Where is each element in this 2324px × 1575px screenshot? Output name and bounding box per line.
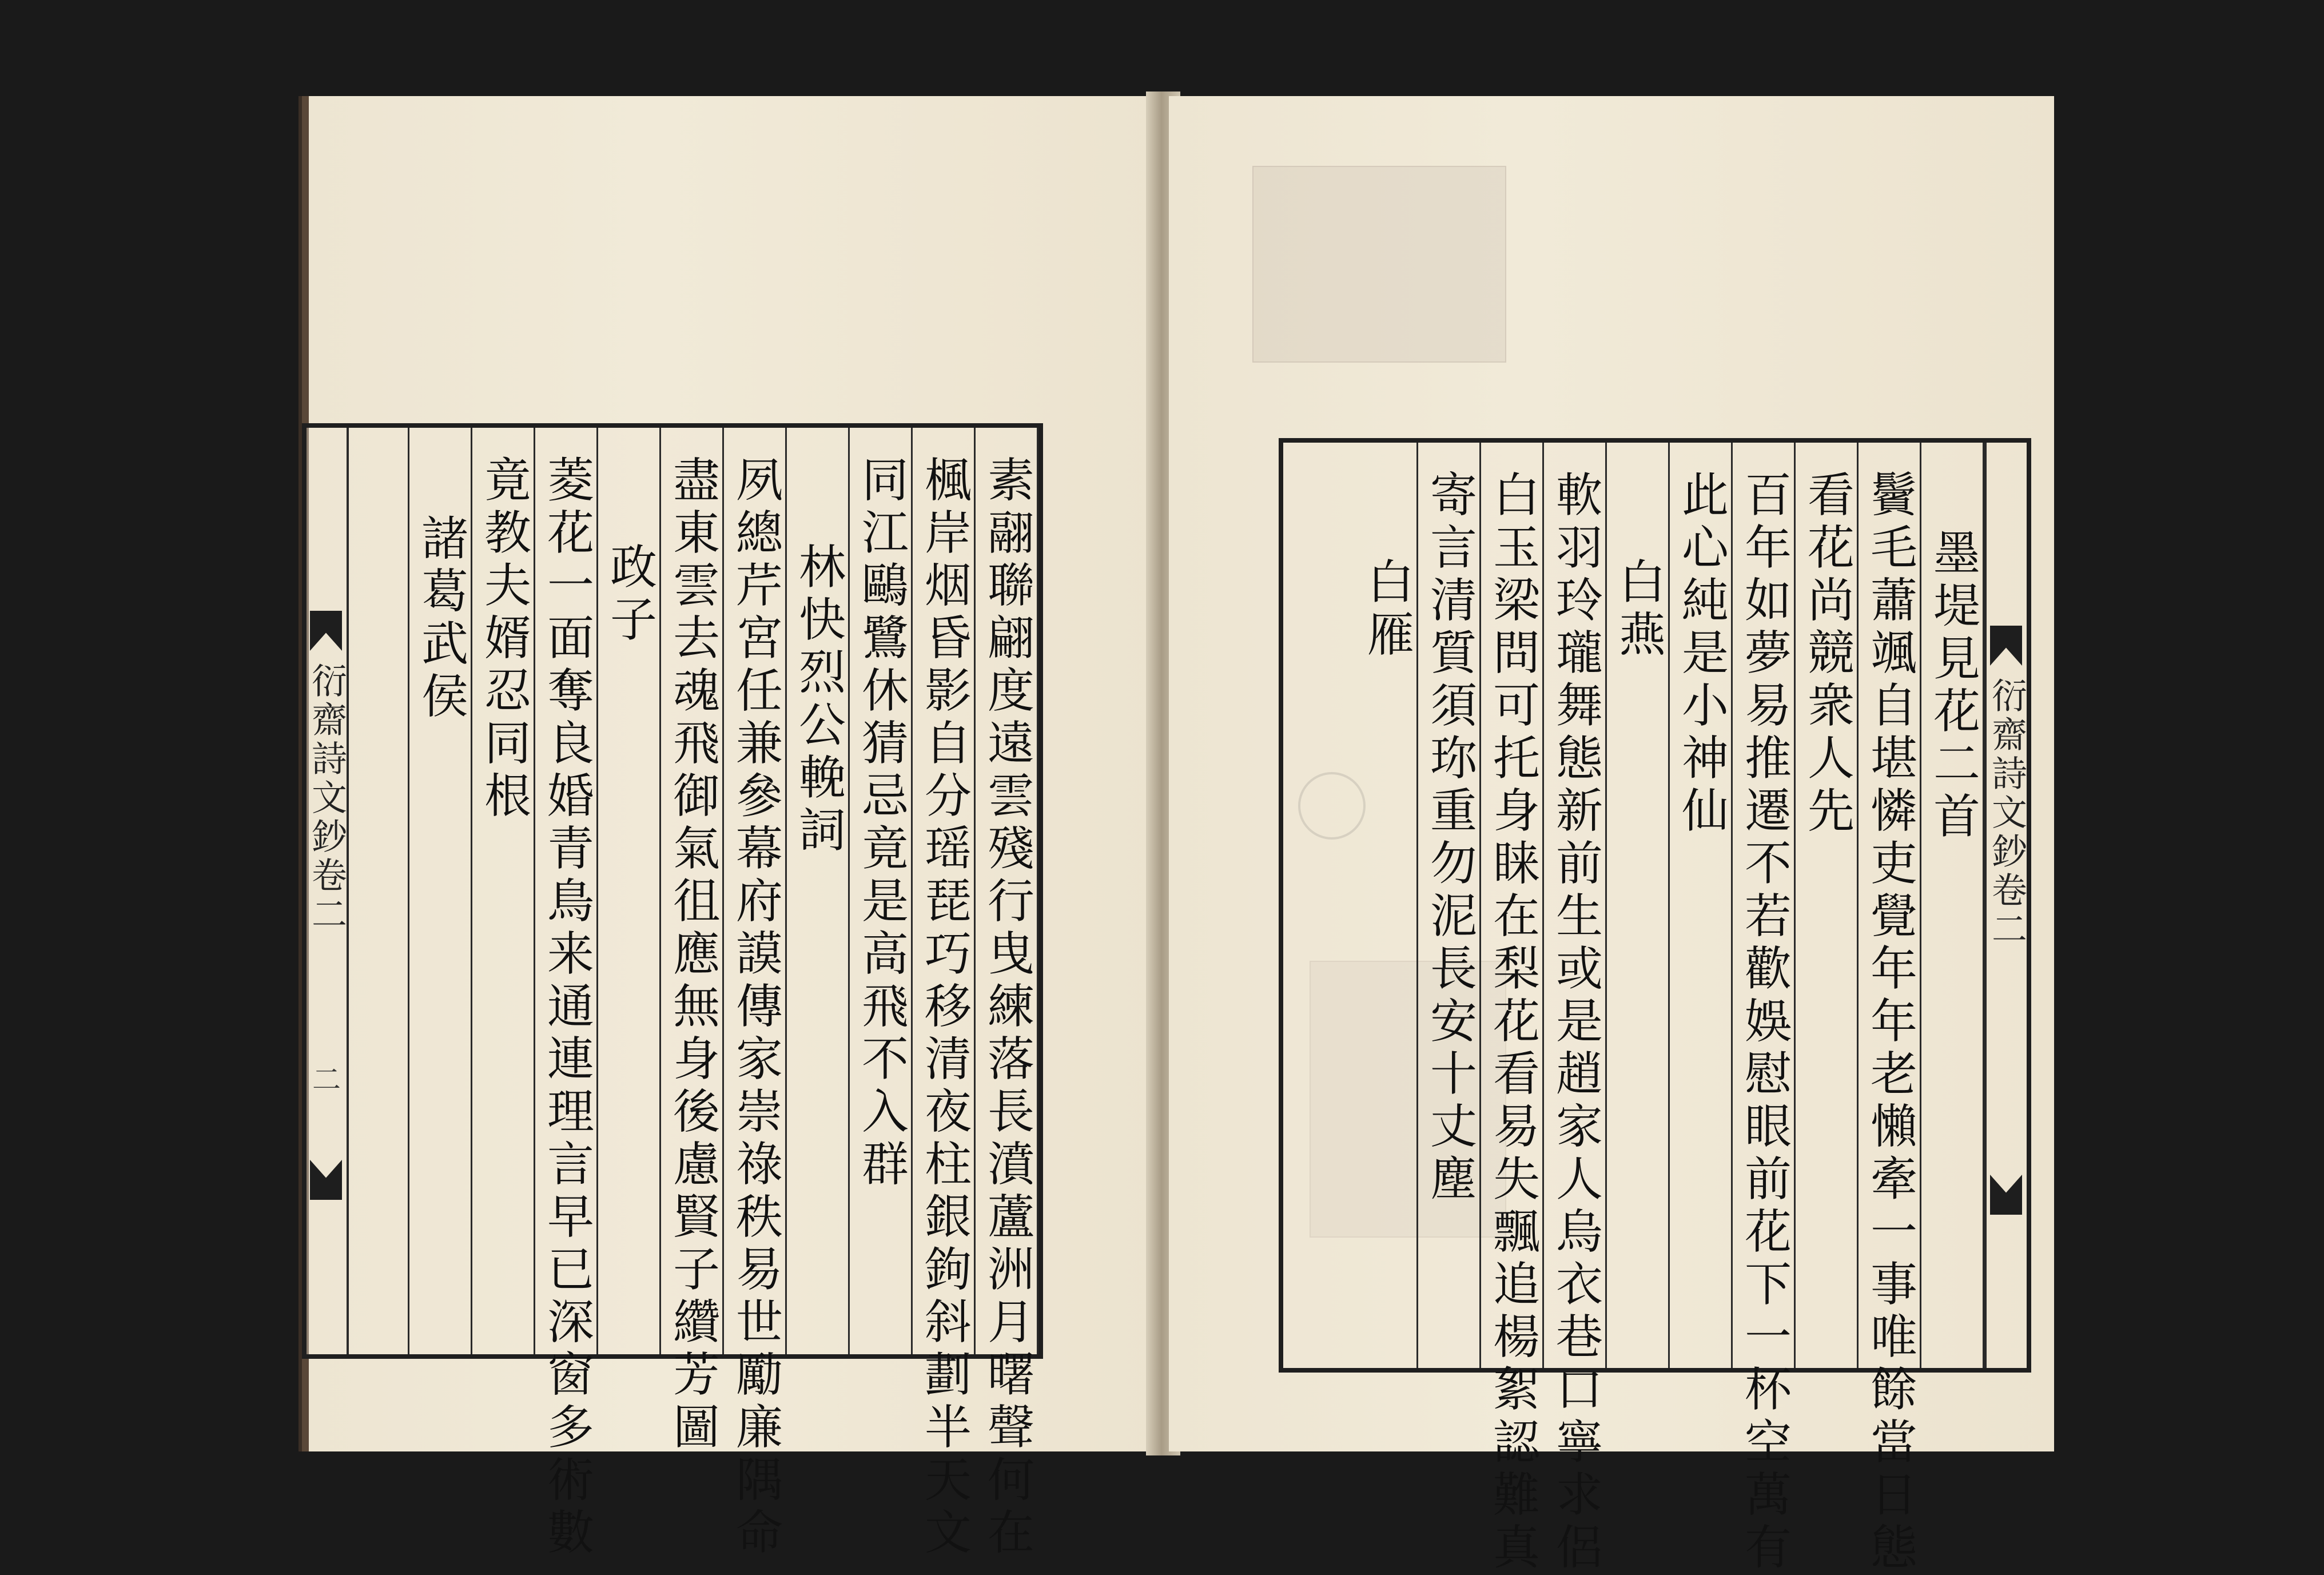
column-text: 看花尚競衆人先	[1800, 470, 1855, 838]
column-text: 竟教夫婿忍同根	[476, 455, 531, 824]
fishtail-mark-bottom	[1990, 1175, 2022, 1215]
text-column	[1923, 443, 1984, 1368]
page-number: 二	[312, 1063, 341, 1096]
column-text: 林快烈公輓詞	[791, 542, 846, 858]
column-text: 白玉梁問可托身睐在梨花看易失飄追楊絮認難真	[1485, 470, 1540, 1575]
text-column	[411, 428, 472, 1354]
text-column	[725, 428, 787, 1560]
bleed-through-seal	[1252, 166, 1506, 363]
text-column	[473, 428, 535, 1354]
text-column	[788, 428, 850, 1354]
fishtail-mark-top	[310, 611, 342, 651]
text-column	[1482, 443, 1544, 1575]
column-text: 素翮聯翩度遠雲殘行曳練落長濆蘆洲月曙聲何在	[980, 455, 1034, 1560]
text-column	[977, 428, 1038, 1560]
column-text: 楓岸烟昏影自分瑶琵巧移清夜柱銀鉤斜劃半天文	[917, 455, 972, 1560]
text-column	[599, 428, 661, 1354]
text-column	[1608, 443, 1670, 1368]
column-text: 同江鷗鷺休猜忌竟是高飛不入群	[854, 455, 909, 1192]
column-text: 政子	[602, 542, 657, 647]
right-text-frame	[1279, 438, 2031, 1575]
column-text: 百年如夢易推遷不若歡娛慰眼前花下一杯空萬有	[1737, 470, 1792, 1575]
column-text: 此心純是小神仙	[1674, 470, 1729, 838]
text-column	[1734, 443, 1796, 1575]
column-text: 盡東雲去魂飛御氣徂應無身後慮賢子纘芳圖	[665, 455, 720, 1455]
running-title: 衍齋詩文鈔卷二	[305, 662, 348, 934]
column-text: 白燕	[1611, 557, 1666, 662]
left-text-frame	[302, 423, 1043, 1560]
column-text: 寄言清質須珎重勿泥長安十丈塵	[1422, 470, 1477, 1207]
column-text: 墨堤見花二首	[1925, 528, 1980, 844]
text-column	[1294, 443, 1355, 1368]
column-text: 白雁	[1359, 557, 1414, 662]
text-column	[536, 428, 598, 1560]
text-column	[348, 428, 409, 1354]
column-text: 諸葛武侯	[413, 514, 468, 724]
fishtail-mark-top	[1990, 626, 2022, 666]
column-text: 軟羽玲瓏舞態新前生或是趙家人烏衣巷口寧求侶	[1548, 470, 1603, 1575]
column-text: 夙總芹宮任兼參幕府謨傳家崇祿秩易世勵廉隅命	[728, 455, 783, 1560]
text-column	[1545, 443, 1607, 1575]
text-column	[851, 428, 913, 1354]
column-text: 菱花一面奪良婚青鳥来通連理言早已深窗多術數	[539, 455, 594, 1560]
column-text: 鬢毛蕭颯自堪憐吏覺年年老懶牽一事唯餘當日態	[1863, 470, 1917, 1575]
text-column	[662, 428, 724, 1455]
center-strip	[307, 428, 349, 1354]
text-column	[1797, 443, 1859, 1368]
fishtail-mark-bottom	[310, 1160, 342, 1200]
running-title: 衍齋詩文鈔卷二	[1985, 677, 2028, 949]
center-strip	[1984, 443, 2027, 1368]
text-column	[1419, 443, 1481, 1368]
text-column	[914, 428, 976, 1560]
text-column	[1356, 443, 1418, 1368]
text-column	[1671, 443, 1733, 1368]
text-column	[1860, 443, 1921, 1575]
